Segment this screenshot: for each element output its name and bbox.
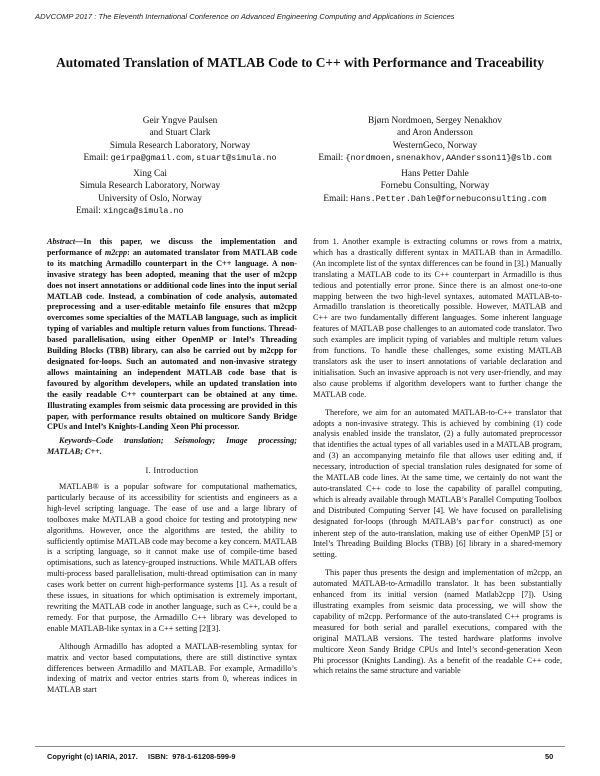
email-label: Email: [83,153,109,164]
intro-paragraph-2: Although Armadillo has adopted a MATLAB-resembling syntax for matrix and vector based computations, there are still distinctive syntax differences between Armadillo and MATLAB. For example, Armadillo’s indexing of matrix and vector entries starts from 0, whereas indices in MATLAB start [47,641,297,695]
author-affiliation: Fornebu Consulting, Norway [380,181,490,192]
abstract-label: Abstract [47,237,76,246]
author-affiliation: WesternGeco, Norway [392,140,478,151]
page-number: 50 [545,752,554,761]
author-email[interactable]: Hans.Petter.Dahle@fornebuconsulting.com [350,193,547,204]
email-label: Email: [76,206,101,217]
author-block-3 [70,168,230,218]
author-email-line [300,193,570,205]
author-block-1 [50,115,310,165]
email-label: Email: [318,153,344,164]
author-names-line1: Geir Yngve Paulsen [142,116,218,126]
author-email[interactable]: {nordmoen,snenakhov,AAndersson11}@slb.com [345,153,552,164]
footer-copyright: Copyright (c) IARIA, 2017. ISBN: 978-1-61208-599-9 [47,752,236,761]
author-block-2 [300,115,570,165]
keywords [47,436,297,458]
footer-divider [35,746,565,747]
author-email-line [50,152,310,164]
right-paragraph-3: This paper thus presents the design and implementation of m2cpp, an automated MATLAB-to-Armadillo translator. It has been substantially enhanced from its initial version (named Matlab2cpp [7]). Using illustrating examples from seismic data processing, we will show the capability of m2cpp. Performance of the auto-translated C++ programs is measured for both serial and parallel executions, compared with the original MATLAB versions. The tested hardware platforms involve multicore Xeon Sandy Bridge CPUs and Intel’s second-generation Xeon Phi processor (Knights Landing). As a benefit of the readable C++ code, which retains the same structure and variable [313,568,562,676]
abstract-lead: —In this paper, we discuss the implementation and performance of [47,237,297,257]
intro-paragraph-1: MATLAB® is a popular software for computational mathematics, particularly because of its accessibility for scientists and engineers as a high-level scripting language. The ease of use and a large library of toolboxes make MATLAB a good choice for testing and prototyping new algorithms. However, once the algorithms are tested, the ability to sufficiently optimise MATLAB code may become a key concern. MATLAB is a scripting language, so it cannot make use of compile-time based optimisations, such as latency-grouped instructions. While MATLAB offers multi-process based parallelisation, multi-thread optimisation can in many cases work better on current high-performance systems [1]. As a result of these issues, in situations for which optimisation is extremely important, rewriting the MATLAB code in another language, such as C++, could be a remedy. For that purpose, the Armadillo C++ library was developed to enable MATLAB-like syntax in a C++ setting [2][3]. [47,482,297,633]
left-column [47,237,297,696]
author-affiliation-1: Simula Research Laboratory, Norway [79,181,221,192]
right-paragraph-1: from 1. Another example is extracting columns or rows from a matrix, which has a drastically different syntax in MATLAB than in Armadillo. (An incomplete list of the syntax differences can be found in [3].) Manually translating a MATLAB code to its C++ counterpart in Armadillo is thus tedious and potentially error prone. Since there is an almost one-to-one mapping between the two high-level syntaxes, automated MATLAB-to-Armadillo translation is theoretically possible. However, MATLAB and C++ are two fundamentally different languages. Some inherent language features of MATLAB pose challenges to an automated code translator. Two such examples are implicit typing of variables and multiple return values from functions. To handle these challenges, some existing MATLAB translators ask the user to insert annotations of variable declaration and initialisation. Such an invasive approach is not very user-friendly, and may also cause problems if algorithm developers want to further change the MATLAB code. [313,237,562,399]
author-block-4 [300,168,570,205]
author-email-line [70,205,230,217]
abstract-m2cpp: m2cpp [104,247,128,257]
author-email-line [300,152,570,164]
email-label: Email: [323,193,349,204]
right-paragraph-2-a: Therefore, we aim for an automated MATLAB-to-C++ translator that adopts a non-invasive strategy. This is achieved by combining (1) code analysis enabled inside the translator, (2) a fully automated preprocessor that identifies the actual types of all variables used in a MATLAB program, and (3) an accompanying metainfo file that allows user editing and, if necessary, introduction of special translation rules designated for some of the MATLAB code lines. At the same time, we certainly do not want the auto-translated C++ code to lose the capability of parallel computing, which is already available through MATLAB’s Parallel Computing Toolbox and Distributed Computing Server [4]. We have focused on parallelising designated for-loops (through MATLAB’s [313,407,562,526]
keywords-label: Keywords [59,436,92,446]
keywords-text: –Code translation; Seismology; Image processing; MATLAB; C++. [47,436,297,457]
author-names-line1: Bjørn Nordmoen, Sergey Nenakhov [367,116,503,126]
paper-title: Automated Translation of MATLAB Code to C++ with Performance and Traceability [56,55,544,70]
right-paragraph-2 [313,408,562,562]
right-paragraph-2-b: construct) as one inherent step of the auto-translation, making use of either OpenMP [5] or Intel’s Threading Building Blocks (TBB) [6] library in a shared-memory setting. [313,516,562,560]
parfor-code: parfor [466,518,495,527]
conference-header: ADVCOMP 2017 : The Eleventh International Conference on Advanced Engineering Computing and Applications in Sciences [35,12,455,21]
author-names-line2: and Aron Andersson [397,128,473,139]
abstract-body: : an automated translator from MATLAB code to its matching Armadillo counterpart in the C++ language. A non-invasive strategy has been adopted, meaning that the user of m2cpp does not insert annotations or additional code lines into the input serial MATLAB code. Instead, a combination of code analysis, automated preprocessing and a user-editable metainfo file ensures that m2cpp overcomes some specialties of the MATLAB language, such as implicit typing of variables and multiple return values from functions. Thread-based parallelisation, using either OpenMP or Intel’s Threading Building Blocks (TBB) library, can also be carried out by m2cpp for designated for-loops. Such an automated and non-invasive strategy allows maintaining an independent MATLAB code base that is favoured by algorithm developers, while an updated translation into the easily readable C++ counterpart can be obtained at any time. Illustrating examples from seismic data processing are provided in this paper, with performance results obtained on multicore Sandy Bridge CPUs and Intel’s Knights-Landing Xeon Phi processor. [47,247,297,432]
author-email[interactable]: xingca@simula.no [103,206,184,217]
author-names-line2: and Stuart Clark [149,128,211,139]
author-affiliation-2: University of Oslo, Norway [98,193,202,204]
author-name: Xing Cai [133,169,167,179]
author-email[interactable]: geirpa@gmail.com,stuart@simula.no [110,153,277,164]
author-affiliation: Simula Research Laboratory, Norway [109,140,251,151]
abstract [47,237,297,433]
section-heading-introduction: I. Introduction [145,466,199,476]
author-name: Hans Petter Dahle [401,169,469,179]
right-column [313,237,562,677]
